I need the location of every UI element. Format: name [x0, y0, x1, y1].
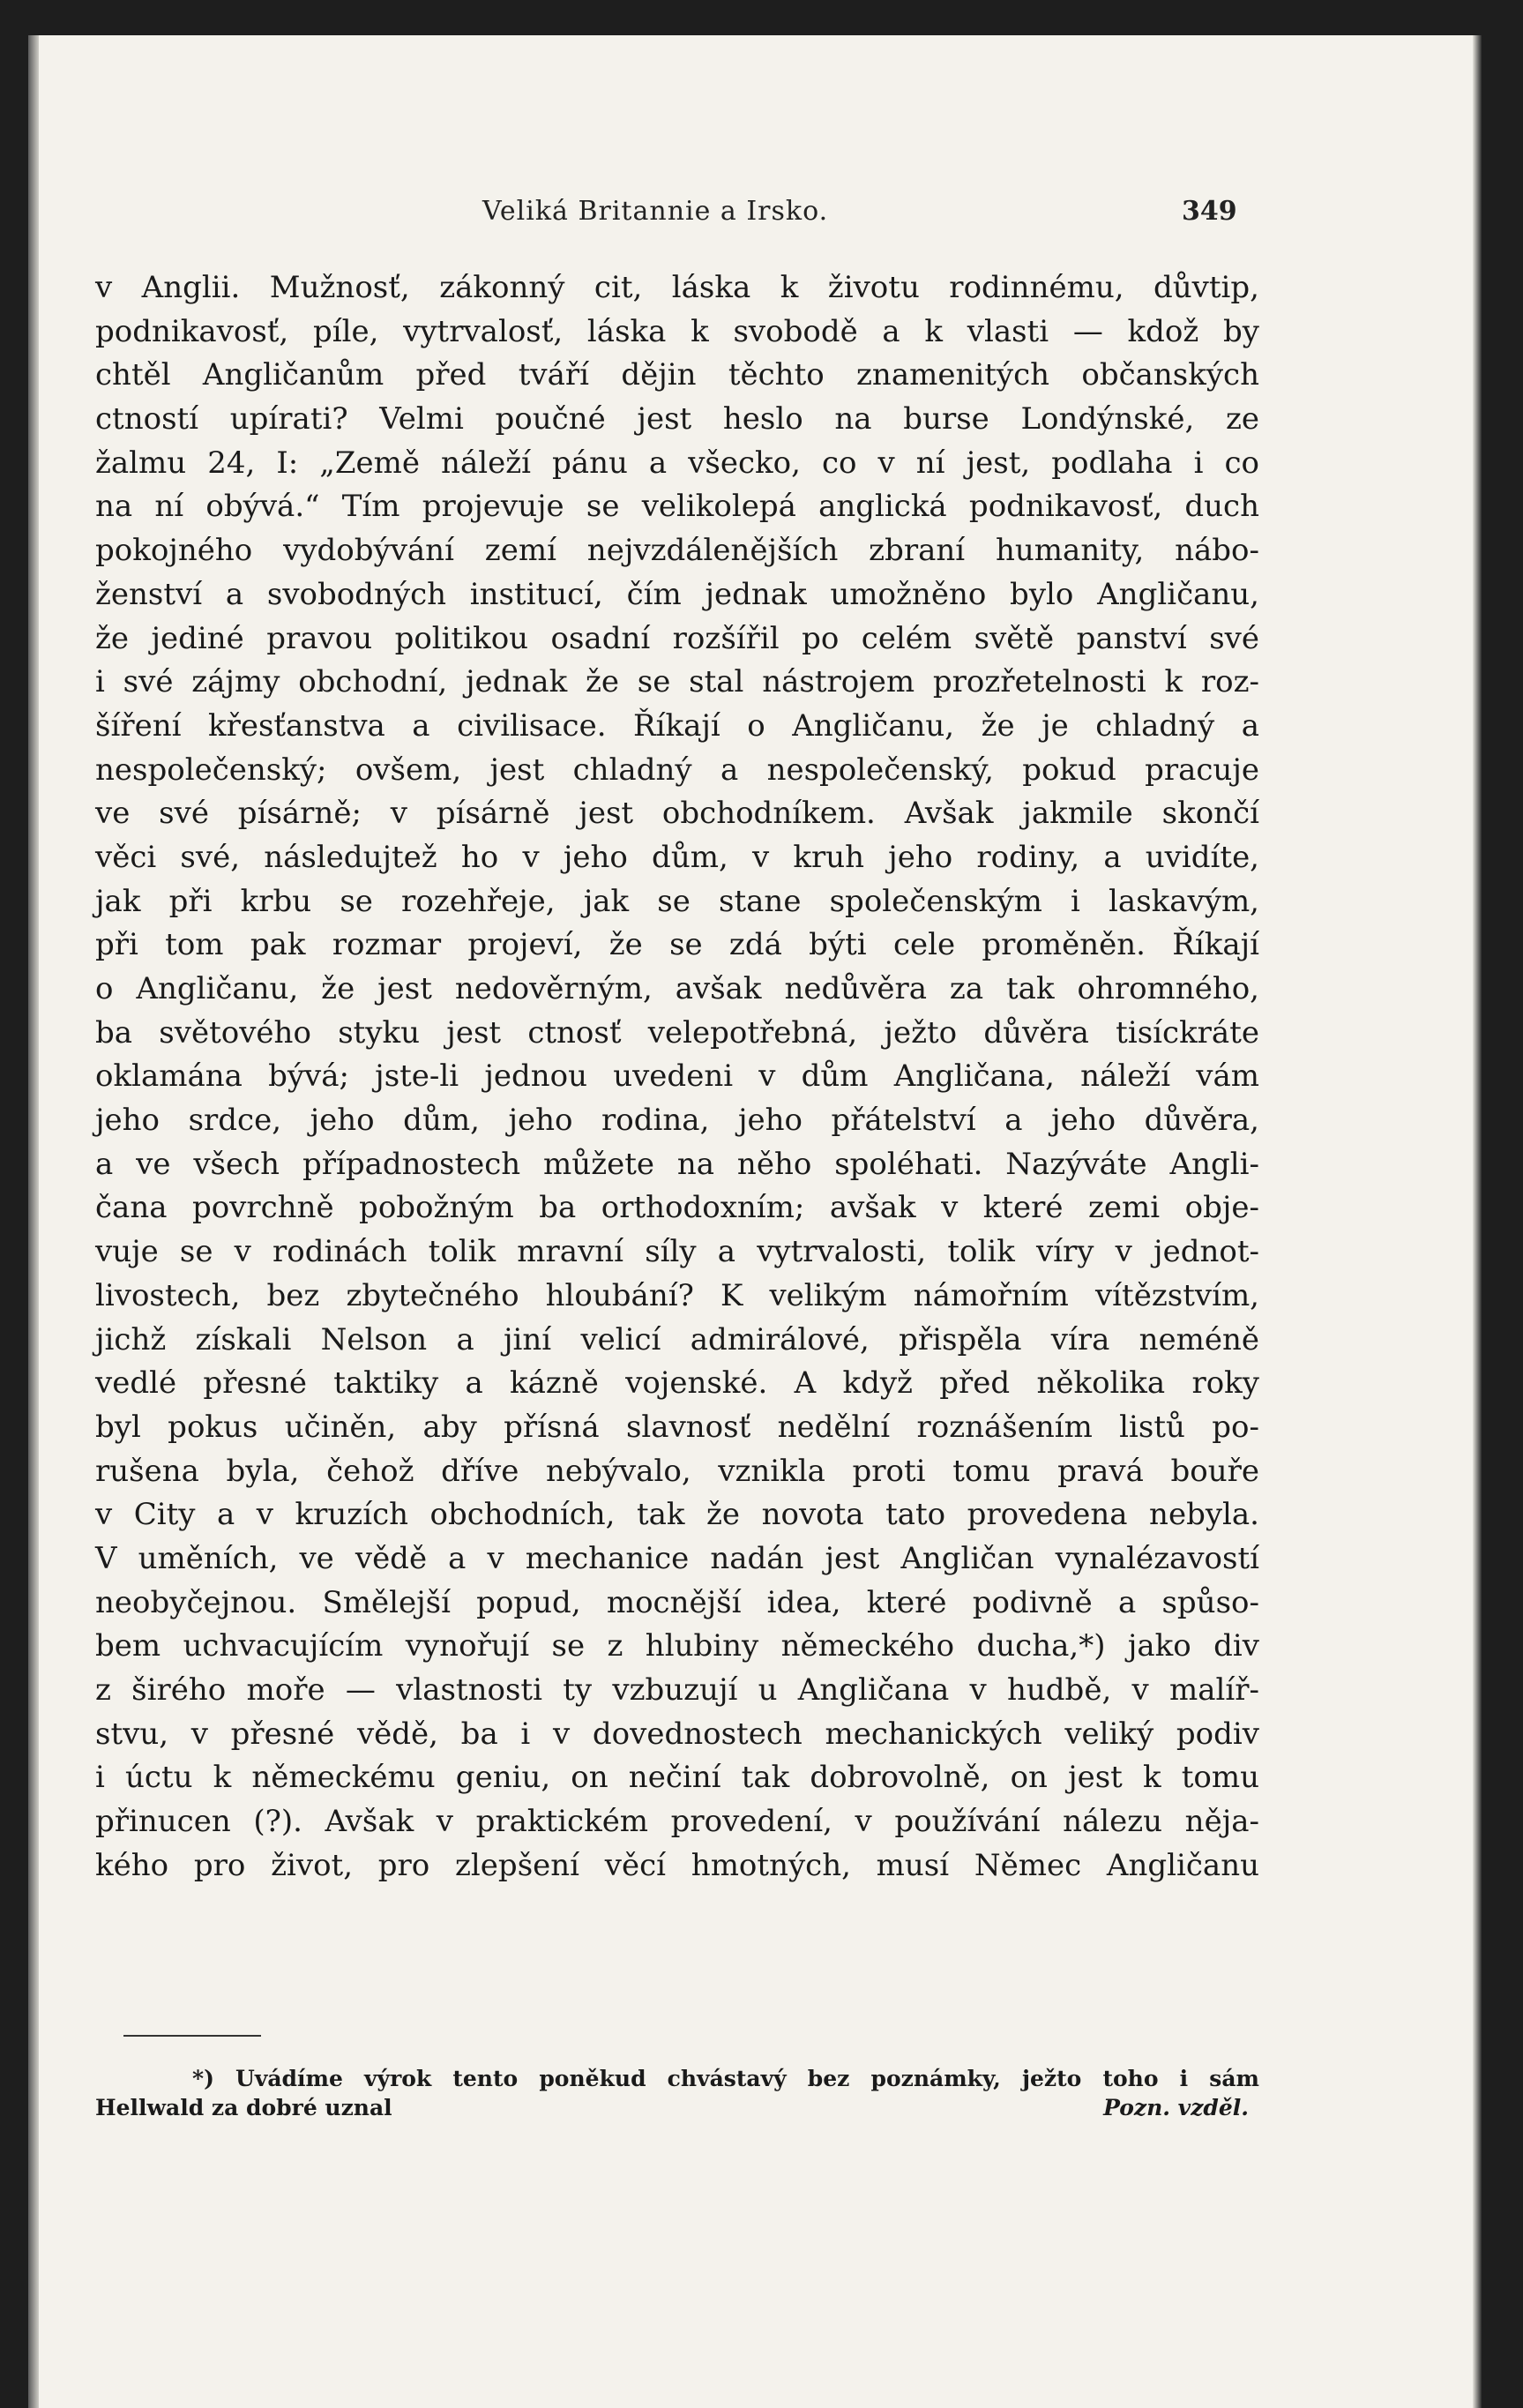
- text-line: šíření křesťanstva a civilisace. Říkají o Angličanu, že je chladný a: [95, 707, 1259, 744]
- page-number: 349: [1182, 196, 1237, 227]
- text-line: bem uchvacujícím vynořují se z hlubiny německého ducha,*) jako div: [95, 1628, 1259, 1664]
- text-line: livostech, bez zbytečného hloubání? K velikým námořním vítězstvím,: [95, 1277, 1259, 1313]
- footnote-signature: Pozn. vzděl.: [1103, 2095, 1249, 2120]
- text-line: kého pro život, pro zlepšení věcí hmotných, musí Němec Angličanu: [95, 1847, 1259, 1883]
- text-line: jak při krbu se rozehřeje, jak se stane společenským i laskavým,: [95, 883, 1259, 919]
- body-text: [95, 266, 1259, 1888]
- text-line: vuje se v rodinách tolik mravní síly a vytrvalosti, tolik víry v jednot-: [95, 1234, 1259, 1270]
- text-line: i své zájmy obchodní, jednak že se stal nástrojem prozřetelnosti k roz-: [95, 664, 1259, 700]
- text-line: byl pokus učiněn, aby přísná slavnosť nedělní roznášením listů po-: [95, 1409, 1259, 1445]
- text-line: neobyčejnou. Smělejší popud, mocnější idea, které podivně a spůso-: [95, 1584, 1259, 1620]
- text-line: ženství a svobodných institucí, čím jednak umožněno bylo Angličanu,: [95, 576, 1259, 612]
- footnote-line-text: Hellwald za dobré uznal: [95, 2095, 392, 2120]
- text-line: V uměních, ve vědě a v mechanice nadán jest Angličan vynalézavostí: [95, 1540, 1259, 1576]
- text-line: ba světového styku jest ctnosť velepotřebná, ježto důvěra tisíckráte: [95, 1014, 1259, 1051]
- text-line: vedlé přesné taktiky a kázně vojenské. A když před několika roky: [95, 1365, 1259, 1402]
- text-line: v City a v kruzích obchodních, tak že novota tato provedena nebyla.: [95, 1497, 1259, 1533]
- footnote-divider: [123, 2035, 261, 2037]
- text-line: jeho srdce, jeho dům, jeho rodina, jeho přátelství a jeho důvěra,: [95, 1103, 1259, 1139]
- text-line: pokojného vydobývání zemí nejvzdálenějších zbraní humanity, nábo-: [95, 533, 1259, 569]
- text-line: ctností upírati? Velmi poučné jest heslo na burse Londýnské, ze: [95, 401, 1259, 437]
- text-line: a ve všech případnostech můžete na něho spoléhati. Nazýváte Angli-: [95, 1146, 1259, 1182]
- text-line: jichž získali Nelson a jiní velicí admirálové, přispěla víra neméně: [95, 1321, 1259, 1357]
- text-line: podnikavosť, píle, vytrvalosť, láska k svobodě a k vlasti — kdož by: [95, 313, 1259, 349]
- text-line: přinucen (?). Avšak v praktickém provedení, v používání nálezu něja-: [95, 1804, 1259, 1840]
- text-line: ve své písárně; v písárně jest obchodníkem. Avšak jakmile skončí: [95, 796, 1259, 832]
- text-line: při tom pak rozmar projeví, že se zdá býti cele proměněn. Říkají: [95, 927, 1259, 963]
- text-line: i úctu k německému geniu, on nečiní tak dobrovolně, on jest k tomu: [95, 1760, 1259, 1796]
- text-line: o Angličanu, že jest nedověrným, avšak nedůvěra za tak ohromného,: [95, 971, 1259, 1006]
- book-page: [28, 35, 1482, 2408]
- text-line: z širého moře — vlastnosti ty vzbuzují u Angličana v hudbě, v malíř-: [95, 1672, 1259, 1708]
- text-line: v Anglii. Mužnosť, zákonný cit, láska k životu rodinnému, důvtip,: [95, 270, 1259, 305]
- text-line: stvu, v přesné vědě, ba i v dovednostech mechanických veliký podiv: [95, 1716, 1259, 1752]
- text-line: věci své, následujtež ho v jeho dům, v kruh jeho rodiny, a uvidíte,: [95, 839, 1259, 875]
- running-head-title: Veliká Britannie a Irsko.: [482, 196, 829, 227]
- page-spine-shadow: [28, 35, 39, 2408]
- footnote: [95, 2064, 1259, 2122]
- text-line: že jediné pravou politikou osadní rozšířil po celém světě panství své: [95, 620, 1259, 656]
- text-line: čana povrchně pobožným ba orthodoxním; avšak v které zemi obje-: [95, 1190, 1259, 1226]
- footnote-line-2: [95, 2093, 1259, 2122]
- text-line: nespolečenský; ovšem, jest chladný a nespolečenský, pokud pracuje: [95, 752, 1259, 788]
- text-line: na ní obývá.“ Tím projevuje se velikolepá anglická podnikavosť, duch: [95, 489, 1259, 525]
- text-line: žalmu 24, I: „Země náleží pánu a všecko, co v ní jest, podlaha i co: [95, 445, 1259, 481]
- text-line: oklamána bývá; jste-li jednou uvedeni v dům Angličana, náleží vám: [95, 1058, 1259, 1095]
- page-edge-shadow: [1473, 35, 1482, 2408]
- footnote-line: *) Uvádíme výrok tento poněkud chvástavý bez poznámky, ježto toho i sám: [192, 2066, 1259, 2091]
- text-line: chtěl Angličanům před tváří dějin těchto znamenitých občanských: [95, 357, 1259, 393]
- text-line: rušena byla, čehož dříve nebývalo, vznikla proti tomu pravá bouře: [95, 1453, 1259, 1489]
